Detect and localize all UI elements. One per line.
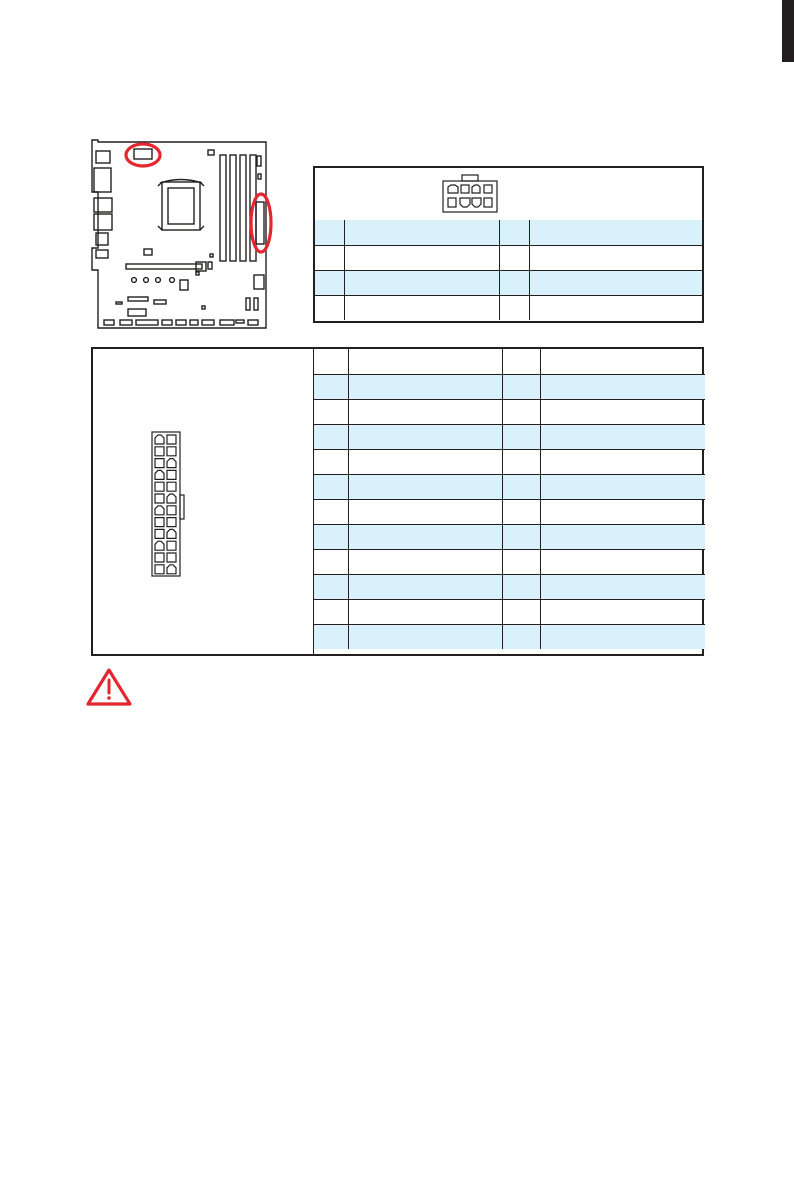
pin-cell-signal-b	[529, 220, 702, 245]
table-row	[314, 399, 705, 424]
pin-cell-signal-b	[540, 349, 705, 374]
atx-power-pin-table	[314, 349, 705, 649]
pin-cell-pin-b	[499, 245, 529, 270]
pin-cell-signal-a	[348, 449, 502, 474]
connector-pin	[155, 529, 164, 538]
connector-pin	[155, 565, 164, 574]
table-row	[314, 374, 705, 399]
connector-pin	[167, 482, 176, 491]
connector-pin	[155, 459, 164, 468]
pin-cell-pin-b	[502, 349, 540, 374]
connector-pin	[167, 459, 176, 468]
24-pin-connector-icon	[151, 431, 185, 577]
pin-cell-signal-b	[540, 549, 705, 574]
table-row	[314, 524, 705, 549]
connector-pin	[155, 518, 164, 527]
table-row	[314, 449, 705, 474]
pin-cell-pin-a	[315, 220, 344, 245]
connector-pin	[167, 506, 176, 515]
pin-cell-signal-b	[540, 499, 705, 524]
pin-cell-pin-b	[502, 399, 540, 424]
pin-cell-signal-a	[348, 524, 502, 549]
connector-pin	[167, 565, 176, 574]
connector-pin	[155, 506, 164, 515]
pin-cell-pin-a	[315, 270, 344, 295]
pin-cell-signal-b	[540, 574, 705, 599]
pin-cell-pin-a	[314, 574, 348, 599]
pin-cell-pin-b	[502, 499, 540, 524]
pin-cell-pin-b	[502, 424, 540, 449]
pin-cell-signal-a	[348, 599, 502, 624]
pin-cell-signal-a	[344, 220, 499, 245]
table-row	[314, 349, 705, 374]
connector-pin	[167, 553, 176, 562]
pin-cell-pin-b	[502, 574, 540, 599]
pin-cell-pin-a	[315, 295, 344, 320]
pin-cell-pin-b	[502, 374, 540, 399]
pin-cell-signal-a	[348, 424, 502, 449]
8-pin-connector-icon	[442, 174, 498, 214]
pin-cell-pin-b	[502, 474, 540, 499]
pin-cell-signal-b	[540, 374, 705, 399]
pin-cell-signal-b	[529, 295, 702, 320]
page-edge-tab	[782, 0, 794, 62]
pin-cell-pin-a	[314, 424, 348, 449]
pin-cell-pin-a	[314, 499, 348, 524]
table-row	[314, 599, 705, 624]
connector-pin	[167, 470, 176, 479]
pin-cell-pin-b	[502, 549, 540, 574]
connector-pin	[167, 518, 176, 527]
pin-cell-pin-b	[502, 624, 540, 649]
pin-cell-pin-b	[499, 295, 529, 320]
connector-pin	[167, 447, 176, 456]
pin-cell-pin-a	[314, 349, 348, 374]
table-row	[315, 245, 702, 270]
atx-power-connector-box	[91, 347, 704, 656]
pin-cell-signal-a	[348, 549, 502, 574]
pin-cell-signal-a	[348, 499, 502, 524]
atx-table-wrap	[313, 349, 705, 654]
pin-cell-signal-b	[540, 424, 705, 449]
pin-cell-pin-a	[314, 624, 348, 649]
pin-cell-signal-b	[540, 449, 705, 474]
connector-pin	[155, 494, 164, 503]
pin-cell-signal-a	[348, 474, 502, 499]
table-row	[314, 424, 705, 449]
pin-cell-signal-a	[348, 399, 502, 424]
cpu-power-pin-table	[315, 220, 702, 320]
pin-cell-pin-a	[314, 374, 348, 399]
table-row	[314, 549, 705, 574]
pin-cell-signal-a	[348, 574, 502, 599]
table-row	[315, 270, 702, 295]
pin-cell-pin-a	[314, 449, 348, 474]
pin-cell-pin-b	[502, 524, 540, 549]
motherboard-layout-diagram	[84, 130, 284, 335]
table-row	[314, 624, 705, 649]
connector-pin	[155, 482, 164, 491]
connector-pin	[155, 553, 164, 562]
connector-pin	[167, 541, 176, 550]
pin-cell-signal-a	[348, 349, 502, 374]
pin-cell-signal-b	[540, 399, 705, 424]
pin-cell-pin-a	[315, 245, 344, 270]
connector-pin	[155, 447, 164, 456]
pin-cell-signal-b	[540, 474, 705, 499]
connector-pin	[155, 435, 164, 444]
pin-cell-pin-b	[502, 449, 540, 474]
connector-pin	[167, 435, 176, 444]
table-row	[315, 295, 702, 320]
pin-cell-signal-a	[348, 374, 502, 399]
pin-cell-pin-a	[314, 474, 348, 499]
pin-cell-signal-b	[529, 270, 702, 295]
table-row	[314, 474, 705, 499]
warning-triangle-icon	[86, 668, 132, 706]
pin-cell-pin-b	[502, 599, 540, 624]
connector-pin	[167, 494, 176, 503]
table-row	[314, 574, 705, 599]
pin-cell-signal-a	[344, 245, 499, 270]
table-row	[315, 220, 702, 245]
pin-cell-pin-a	[314, 524, 348, 549]
pin-cell-pin-b	[499, 220, 529, 245]
pin-cell-pin-a	[314, 599, 348, 624]
pin-cell-pin-a	[314, 399, 348, 424]
table-row	[314, 499, 705, 524]
cpu-power-connector-box	[313, 166, 704, 323]
pin-cell-signal-a	[344, 295, 499, 320]
connector-pin	[167, 529, 176, 538]
connector-pin	[155, 470, 164, 479]
pin-cell-pin-a	[314, 549, 348, 574]
pin-cell-pin-b	[499, 270, 529, 295]
pin-cell-signal-b	[540, 599, 705, 624]
pin-cell-signal-b	[540, 524, 705, 549]
pin-cell-signal-b	[540, 624, 705, 649]
connector-pin	[155, 541, 164, 550]
pin-cell-signal-a	[348, 624, 502, 649]
pin-cell-signal-a	[344, 270, 499, 295]
pin-cell-signal-b	[529, 245, 702, 270]
